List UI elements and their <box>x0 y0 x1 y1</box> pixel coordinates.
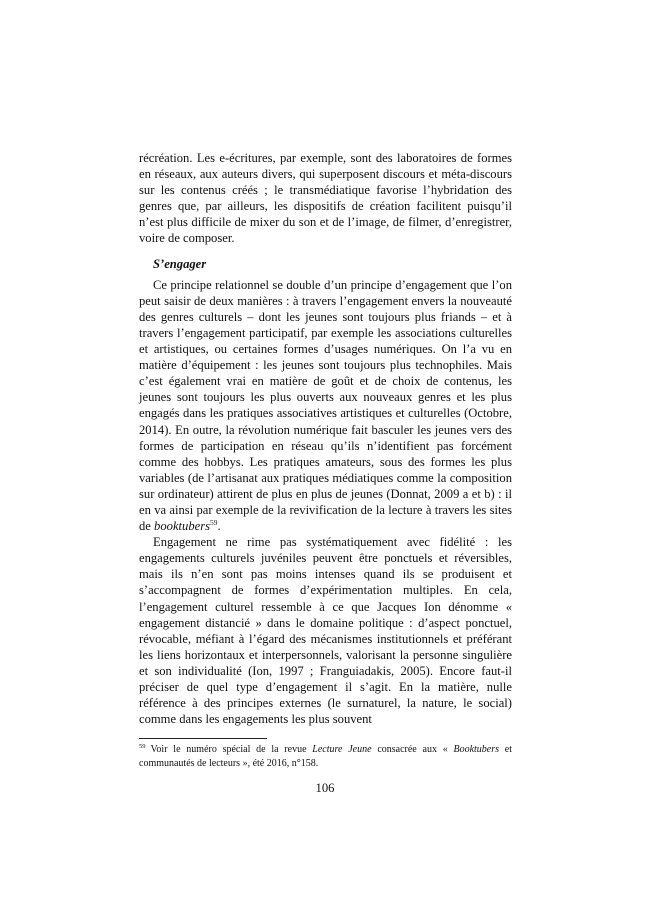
footnote-separator <box>139 738 267 739</box>
paragraph-2-end: . <box>217 519 221 534</box>
footnote-number: 59 <box>139 743 146 750</box>
footnote-journal: Lecture Jeune <box>312 744 372 755</box>
section-heading: S’engager <box>153 256 207 271</box>
paragraph-3: Engagement ne rime pas systématiquement avec fidélité : les engagements culturels juvéniles peuvent être ponctuels et réversibles, mais ils n’en sont pas moins intenses quand ils se produisent et s’accompagnent de formes d’expérimentation multiples. En cela, l’engagement culturel ressemble à ce que Jacques Ion dénomme « engagement distancié » dans le domaine politique : d’aspect ponctuel, révocable, méfiant à l’égard des mécanismes institutionnels et préférant les liens horizontaux et interpersonnels, valorisant la personne singulière et son individualité (Ion, 1997 ; Franguiadakis, 2005). Encore faut-il préciser de quel type d’engagement il s’agit. En la matière, nulle référence à des principes externes (le surnaturel, la nature, le social) comme dans les engagements les plus souvent <box>139 535 512 727</box>
paragraph-2 <box>139 277 512 535</box>
paragraph-1: récréation. Les e-écritures, par exemple, sont des laboratoires de formes en réseaux, aux auteurs divers, qui superposent discours et méta-discours sur les contenus créés ; le transmédiatique favorise l’hybridation des genres que, par ailleurs, les dispositifs de création facilitent puisqu’il n’est plus difficile de mixer du son et de l’image, de filmer, d’enregistrer, voire de composer. <box>139 151 512 246</box>
footnote-text-middle: consacrée aux « <box>371 744 454 755</box>
page-number: 106 <box>315 781 335 795</box>
footnote-text-after: et communautés de lecteurs », été 2016, n°158. <box>139 744 513 769</box>
footnote-italic-term: Booktubers <box>453 744 500 755</box>
paragraph-2-text: Ce principe relationnel se double d’un principe d’engagement que l’on peut saisir de deux manières : à travers l’engagement envers la nouveauté des genres culturels – dont les jeunes sont toujours plus friands – et à travers l’engagement participatif, par exemple les associations culturelles et artistiques, ou certaines formes d’usages numériques. On l’a vu en matière d’équipement : les jeunes sont toujours plus technophiles. Mais c’est également vrai en matière de goût et de choix de contenus, les jeunes sont toujours les plus ouverts aux nouveaux genres et les plus engagés dans les pratiques associatives artistiques et culturelles (Octobre, 2014). En outre, la révolution numérique fait basculer les jeunes vers des formes de participation en réseau qu’ils n’identifient pas forcément comme des hobbys. Les pratiques amateurs, sous des formes les plus variables (de l’artisanat aux pratiques médiatiques comme la composition sur ordinateur) attirent de plus en plus de jeunes (Donnat, 2009 a et b) : il en va ainsi par exemple de la revivification de la lecture à travers les sites de <box>139 277 512 534</box>
booktubers-italic: booktubers <box>154 519 211 534</box>
page-body <box>139 150 512 727</box>
footnote-text-before: Voir le numéro spécial de la revue <box>150 744 313 755</box>
footnote-ref-59[interactable]: 59 <box>210 518 218 528</box>
footnote-59 <box>139 743 512 771</box>
